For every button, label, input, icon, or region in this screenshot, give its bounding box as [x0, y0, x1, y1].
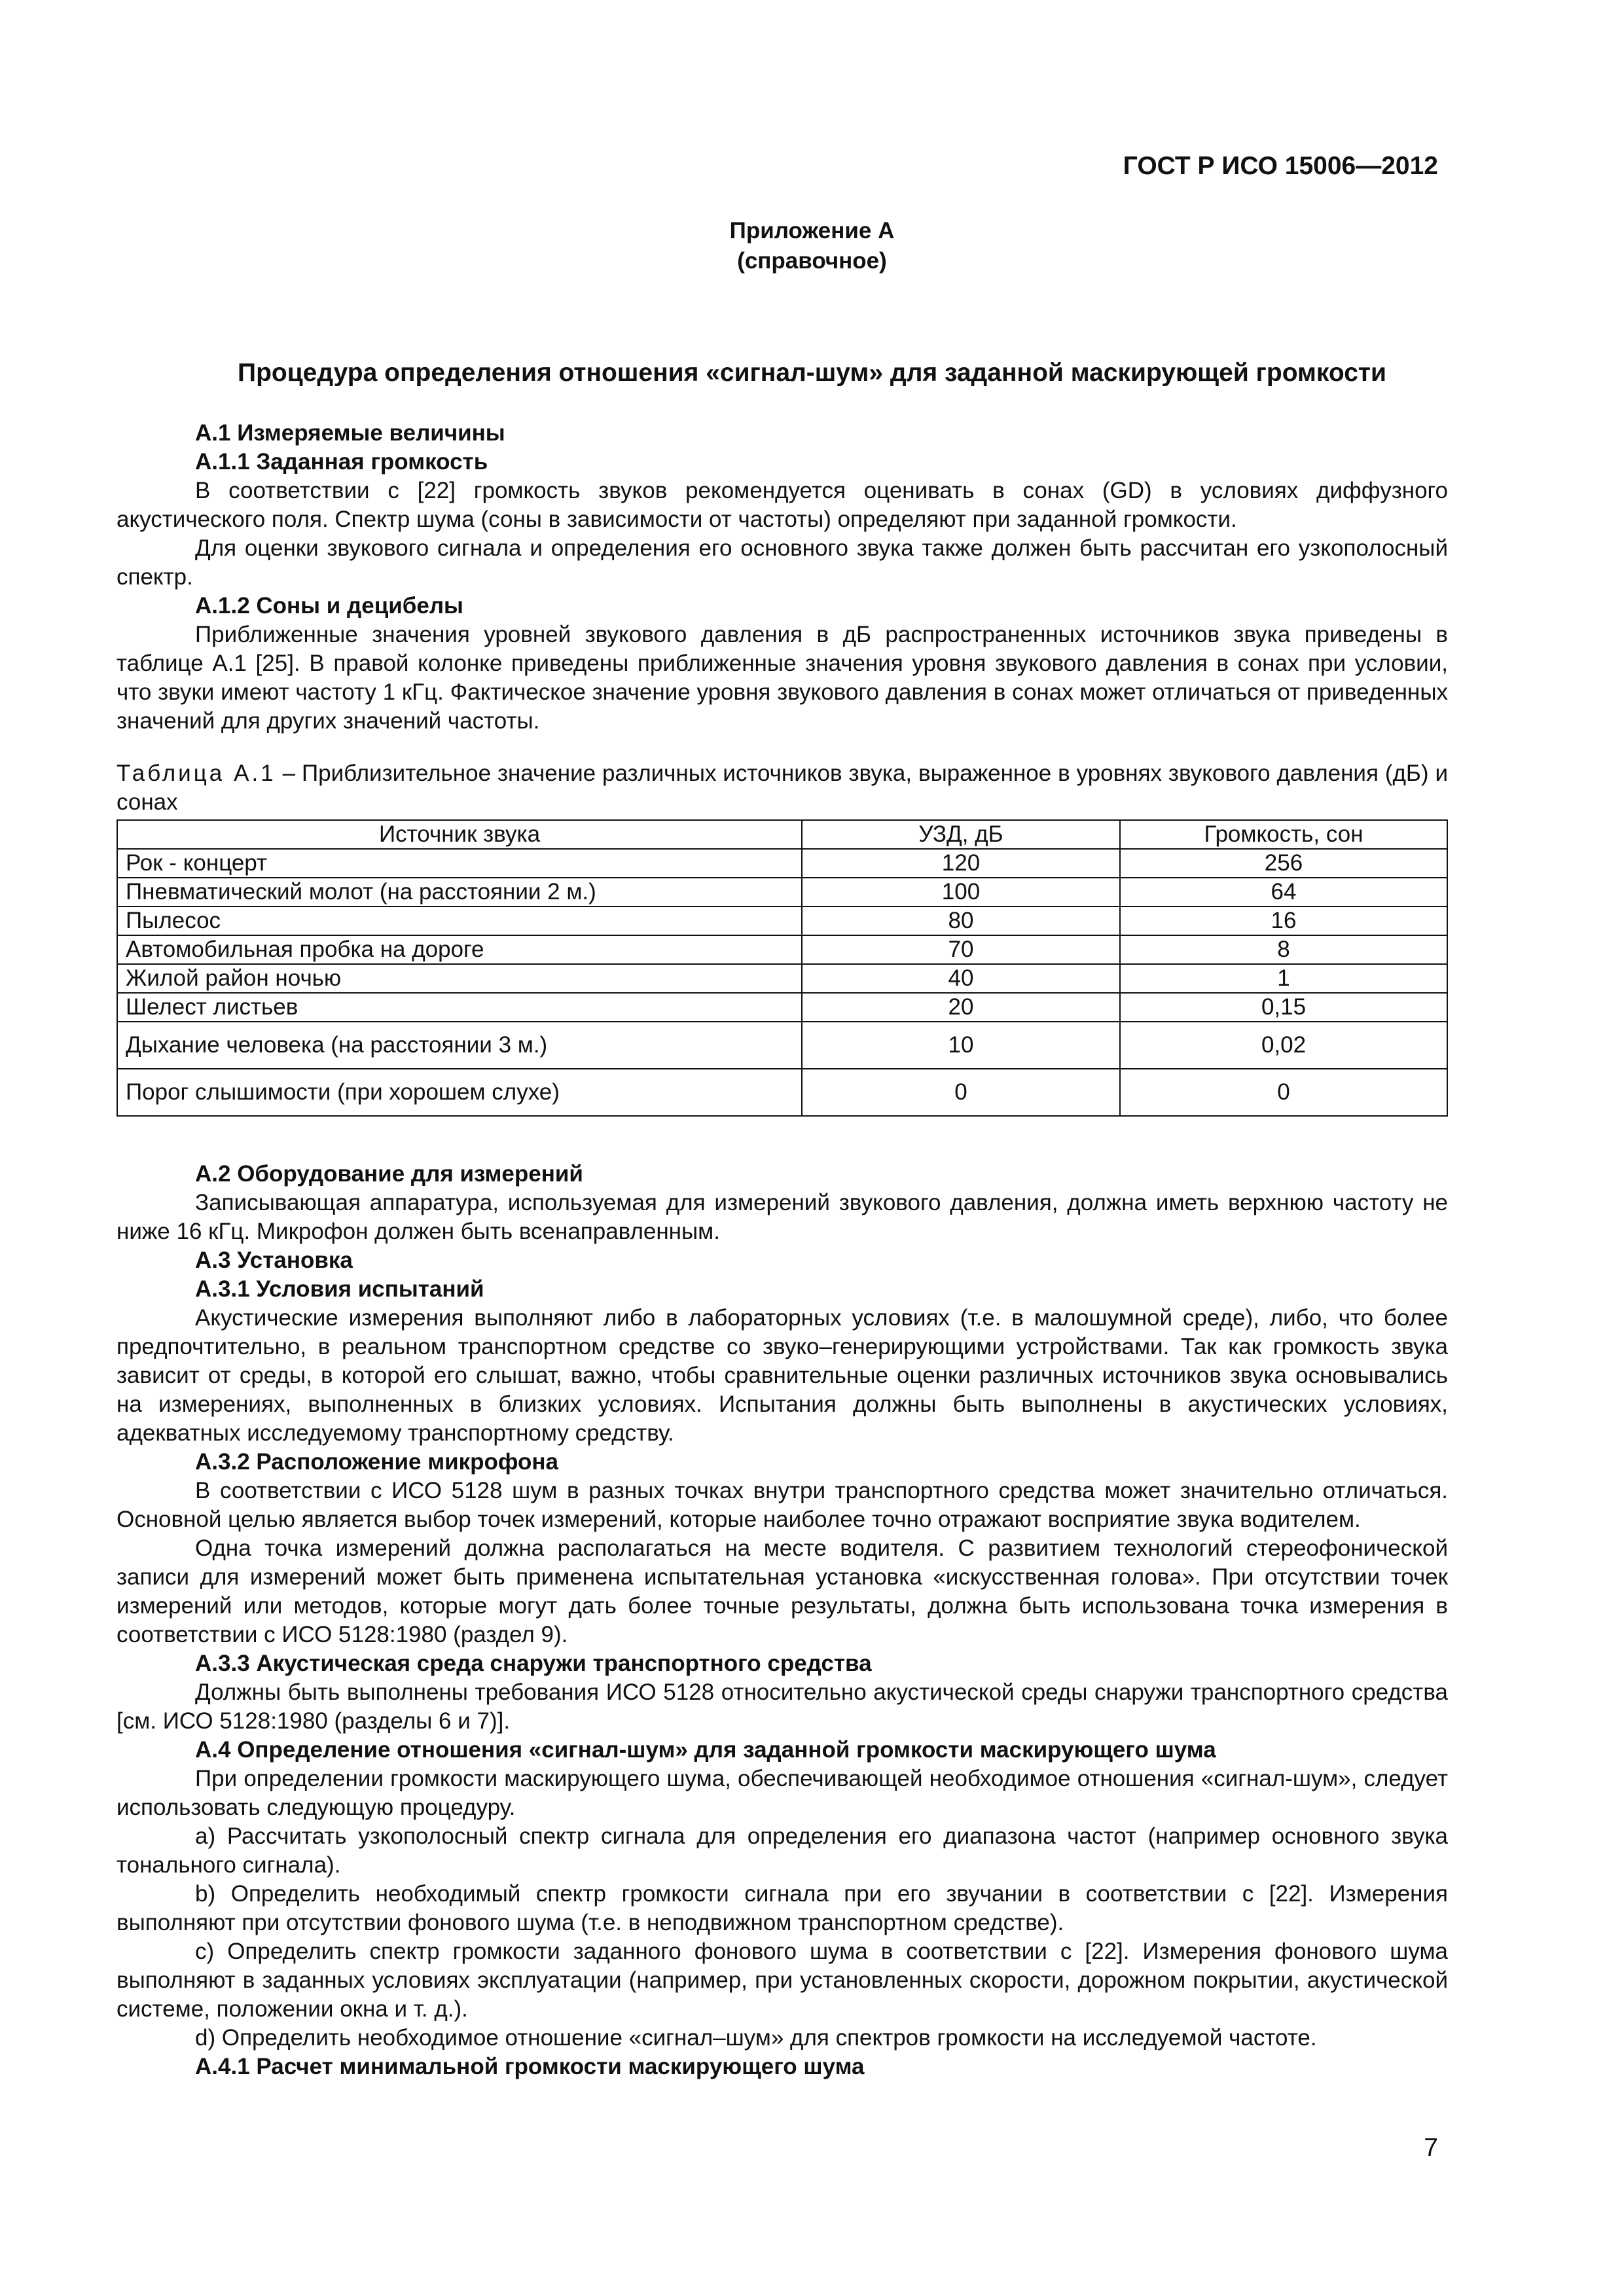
section-a1	[117, 419, 1448, 736]
paragraph: d) Определить необходимое отношение «сигнал–шум» для спектров громкости на исследуемой частоте.	[195, 2025, 1317, 2051]
appendix-title: Процедура определения отношения «сигнал-шум» для заданной маскирующей громкости	[238, 359, 1386, 387]
cell-loudness: 0	[1120, 1069, 1447, 1116]
table-header-row	[117, 820, 1447, 849]
section-heading: А.3.2 Расположение микрофона	[195, 1449, 559, 1475]
cell-source: Дыхание человека (на расстоянии 3 м.)	[117, 1022, 802, 1069]
cell-loudness: 256	[1120, 849, 1447, 878]
document-code: ГОСТ Р ИСО 15006—2012	[1123, 152, 1438, 180]
cell-loudness: 0,15	[1120, 993, 1447, 1022]
table-caption-text: – Приблизительное значение различных источников звука, выраженное в уровнях звукового давления (дБ) и сонах	[117, 761, 1448, 815]
paragraph: Приближенные значения уровней звукового давления в дБ распространенных источников звука приведены в таблице А.1 [25]. В правой колонке приведены приближенные значения уровня звукового давления в сонах при условии, что звуки имеют частоту 1 кГц. Фактическое значение уровня звукового давления в сонах может отличаться от приведенных значений для других значений частоты.	[117, 622, 1448, 734]
page-number: 7	[1424, 2134, 1438, 2162]
section-heading: А.3.3 Акустическая среда снаружи транспортного средства	[195, 1651, 872, 1676]
column-header-source: Источник звука	[117, 820, 802, 849]
table-row	[117, 849, 1447, 878]
cell-source: Пылесос	[117, 906, 802, 935]
appendix-heading	[0, 216, 1624, 276]
paragraph: Должны быть выполнены требования ИСО 5128 относительно акустической среды снаружи транспортного средства [см. ИСО 5128:1980 (разделы 6 и 7)].	[117, 1679, 1448, 1734]
cell-source: Пневматический молот (на расстоянии 2 м.)	[117, 878, 802, 906]
paragraph: Для оценки звукового сигнала и определения его основного звука также должен быть рассчитан его узкополосный спектр.	[117, 535, 1448, 590]
paragraph: b) Определить необходимый спектр громкости сигнала при его звучании в соответствии с [22]. Измерения выполняют при отсутствии фонового шума (т.е. в неподвижном транспортном средстве).	[117, 1881, 1448, 1935]
cell-spl: 100	[802, 878, 1120, 906]
cell-source: Шелест листьев	[117, 993, 802, 1022]
cell-source: Порог слышимости (при хорошем слухе)	[117, 1069, 802, 1116]
section-heading: А.4 Определение отношения «сигнал-шум» для заданной громкости маскирующего шума	[195, 1737, 1216, 1763]
paragraph: В соответствии с [22] громкость звуков рекомендуется оценивать в сонах (GD) в условиях диффузного акустического поля. Спектр шума (соны в зависимости от частоты) определяют при заданной громкости.	[117, 478, 1448, 532]
paragraph: В соответствии с ИСО 5128 шум в разных точках внутри транспортного средства может значительно отличаться. Основной целью является выбор точек измерений, которые наиболее точно отражают восприятие звука водителем.	[117, 1478, 1448, 1532]
cell-spl: 10	[802, 1022, 1120, 1069]
section-heading: А.2 Оборудование для измерений	[195, 1161, 583, 1187]
paragraph: Записывающая аппаратура, используемая для измерений звукового давления, должна иметь верхнюю частоту не ниже 16 кГц. Микрофон должен быть всенаправленным.	[117, 1190, 1448, 1244]
cell-loudness: 1	[1120, 964, 1447, 993]
cell-spl: 120	[802, 849, 1120, 878]
table-row	[117, 993, 1447, 1022]
paragraph: Акустические измерения выполняют либо в лабораторных условиях (т.е. в малошумной среде), либо, что более предпочтительно, в реальном транспортном средстве со звуко–генерирующими устройствами. Так как громкость звука зависит от среды, в которой его слышат, важно, чтобы сравнительные оценки различных источников звука основывались на измерениях, выполненных в близких условиях. Испытания должны быть выполнены в акустических условиях, адекватных исследуемому транспортному средству.	[117, 1305, 1448, 1446]
table-row	[117, 1022, 1447, 1069]
table-row	[117, 878, 1447, 906]
paragraph: с) Определить спектр громкости заданного фонового шума в соответствии с [22]. Измерения фонового шума выполняют в заданных условиях эксплуатации (например, при установленных скорости, дорожном покрытии, акустической системе, положении окна и т. д.).	[117, 1939, 1448, 2022]
cell-spl: 80	[802, 906, 1120, 935]
table-row	[117, 1069, 1447, 1116]
appendix-label: Приложение А	[729, 218, 895, 243]
column-header-spl: УЗД, дБ	[802, 820, 1120, 849]
paragraph: Одна точка измерений должна располагаться на месте водителя. С развитием технологий стереофонической записи для измерений может быть применена испытательная установка «искусственная голова». При отсутствии точек измерений или методов, которые могут дать более точные результаты, должна быть использована точка измерения в соответствии с ИСО 5128:1980 (раздел 9).	[117, 1535, 1448, 1647]
section-heading: А.1 Измеряемые величины	[195, 420, 505, 446]
table-caption-label: Таблица А.1	[117, 761, 276, 786]
cell-source: Автомобильная пробка на дороге	[117, 935, 802, 964]
cell-spl: 0	[802, 1069, 1120, 1116]
sections-a2-a4	[117, 1160, 1448, 2081]
table-body	[117, 849, 1447, 1116]
section-heading: А.3 Установка	[195, 1247, 353, 1273]
section-heading: А.4.1 Расчет минимальной громкости маскирующего шума	[195, 2054, 865, 2079]
cell-loudness: 16	[1120, 906, 1447, 935]
section-heading: А.1.1 Заданная громкость	[195, 449, 488, 475]
cell-source: Рок - концерт	[117, 849, 802, 878]
appendix-type: (справочное)	[737, 248, 887, 274]
cell-loudness: 64	[1120, 878, 1447, 906]
section-heading: А.3.1 Условия испытаний	[195, 1276, 484, 1302]
column-header-loudness: Громкость, сон	[1120, 820, 1447, 849]
paragraph: При определении громкости маскирующего шума, обеспечивающей необходимое отношения «сигнал-шум», следует использовать следующую процедуру.	[117, 1766, 1448, 1820]
table-row	[117, 935, 1447, 964]
cell-source: Жилой район ночью	[117, 964, 802, 993]
paragraph: а) Рассчитать узкополосный спектр сигнала для определения его диапазона частот (например основного звука тонального сигнала).	[117, 1823, 1448, 1878]
cell-loudness: 8	[1120, 935, 1447, 964]
cell-spl: 70	[802, 935, 1120, 964]
table-caption	[117, 759, 1448, 817]
cell-spl: 20	[802, 993, 1120, 1022]
table-row	[117, 964, 1447, 993]
sound-sources-table	[117, 819, 1448, 1117]
cell-loudness: 0,02	[1120, 1022, 1447, 1069]
table-row	[117, 906, 1447, 935]
section-heading: А.1.2 Соны и децибелы	[195, 593, 463, 619]
cell-spl: 40	[802, 964, 1120, 993]
